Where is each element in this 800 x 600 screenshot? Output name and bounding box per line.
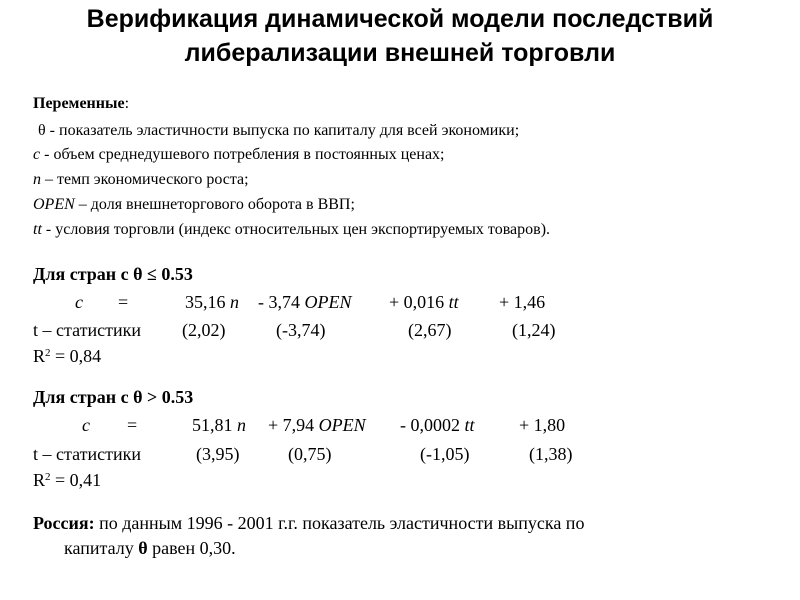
russia-text: капиталу <box>64 538 139 558</box>
group2-tstats <box>0 443 800 465</box>
equation-coef: + 0,016 <box>389 292 445 312</box>
tstat-label: t – статистики <box>33 444 141 464</box>
variable-symbol: tt <box>33 221 42 238</box>
page-title <box>0 2 800 70</box>
title-line-1: Верификация динамической модели последствий <box>86 5 714 33</box>
tstat-label: t – статистики <box>33 320 141 340</box>
equation-term-2 <box>268 414 366 436</box>
group1-tstats <box>0 319 800 341</box>
equation-lhs: c <box>75 292 83 312</box>
variable-c <box>33 145 445 165</box>
tstat-value: (1,24) <box>512 320 556 340</box>
variable-description: - условия торговли (индекс относительных цен экспортируемых товаров). <box>41 221 551 238</box>
equation-var: n <box>230 292 239 312</box>
tstat-value: (2,02) <box>182 320 226 340</box>
title-line-2: либерализации внешней торговли <box>184 39 616 67</box>
variable-symbol: c <box>33 146 41 163</box>
variable-description: - объем среднедушевого потребления в постоянных ценах; <box>40 146 445 163</box>
russia-label: Россия: <box>33 513 95 533</box>
equation-coef: - 0,0002 <box>400 415 460 435</box>
variable-open <box>33 195 355 215</box>
equation-var: n <box>237 415 246 435</box>
equation-coef: 35,16 <box>185 292 226 312</box>
group1-r2 <box>33 345 101 367</box>
equation-equals: = <box>118 292 129 312</box>
equation-term-3 <box>389 291 459 313</box>
tstat-value: (-1,05) <box>420 444 470 464</box>
variable-description: – темп экономического роста; <box>41 171 249 188</box>
group2-r2 <box>33 469 101 491</box>
variables-heading-colon: : <box>124 95 130 112</box>
group1-equation <box>0 291 800 313</box>
group2-equation <box>0 414 800 436</box>
variable-theta <box>38 121 519 141</box>
tstat-value: (-3,74) <box>276 320 326 340</box>
variable-description: – доля внешнеторгового оборота в ВВП; <box>74 196 355 213</box>
group1-heading: Для стран с θ ≤ 0.53 <box>33 264 193 284</box>
equation-var: OPEN <box>304 292 352 312</box>
tstat-value: (1,38) <box>529 444 573 464</box>
r2-label: R <box>33 470 46 490</box>
r2-value: = 0,84 <box>50 346 102 366</box>
variables-heading <box>33 94 129 114</box>
r2-value: = 0,41 <box>50 470 102 490</box>
variable-tt <box>33 220 550 240</box>
variable-symbol: θ <box>38 122 46 139</box>
equation-term-1 <box>192 414 246 436</box>
equation-coef: - 3,74 <box>258 292 300 312</box>
equation-constant: + 1,46 <box>499 292 546 312</box>
equation-coef: 51,81 <box>192 415 233 435</box>
equation-term-2 <box>258 291 352 313</box>
tstat-value: (0,75) <box>288 444 332 464</box>
equation-term-1 <box>185 291 239 313</box>
variable-description: - показатель эластичности выпуска по капиталу для всей экономики; <box>45 122 520 139</box>
equation-constant: + 1,80 <box>519 415 566 435</box>
equation-equals: = <box>127 415 138 435</box>
equation-lhs: c <box>82 415 90 435</box>
equation-coef: + 7,94 <box>268 415 315 435</box>
russia-text: равен 0,30. <box>147 538 236 558</box>
tstat-value: (2,67) <box>408 320 452 340</box>
russia-theta-symbol: θ <box>138 538 148 558</box>
variable-symbol: OPEN <box>33 196 75 213</box>
equation-var: OPEN <box>318 415 366 435</box>
russia-note-line-1 <box>33 512 584 534</box>
russia-text: по данным 1996 - 2001 г.г. показатель эластичности выпуска по <box>94 513 585 533</box>
r2-superscript: 2 <box>45 347 51 359</box>
r2-superscript: 2 <box>45 471 51 483</box>
equation-var: tt <box>448 292 459 312</box>
equation-var: tt <box>464 415 475 435</box>
variable-symbol: n <box>33 171 41 188</box>
russia-note-line-2 <box>64 537 236 559</box>
variables-heading-label: Переменные <box>33 95 125 112</box>
r2-label: R <box>33 346 46 366</box>
tstat-value: (3,95) <box>196 444 240 464</box>
variable-n <box>33 170 249 190</box>
equation-term-3 <box>400 414 475 436</box>
group2-heading: Для стран с θ > 0.53 <box>33 387 194 407</box>
